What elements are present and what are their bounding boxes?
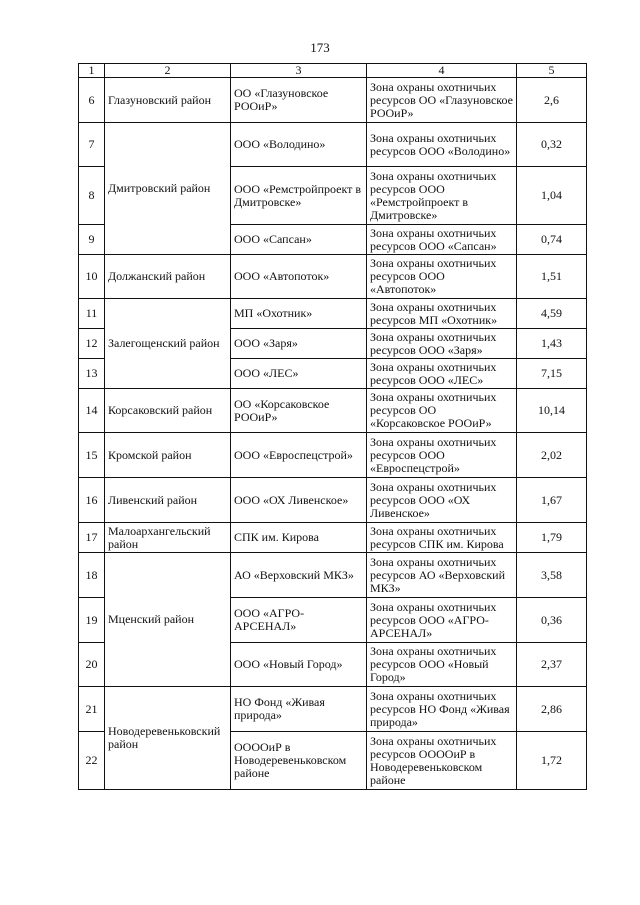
area-cell: 1,43 [517, 329, 587, 359]
hunting-zones-table [78, 63, 587, 790]
table-row [79, 553, 587, 598]
row-number: 19 [79, 598, 105, 643]
district-cell: Должанский район [105, 255, 231, 299]
row-number: 9 [79, 225, 105, 255]
area-cell: 0,32 [517, 123, 587, 167]
protection-zone-cell: Зона охраны охотничьих ресурсов СПК им. Кирова [367, 523, 517, 553]
area-cell: 2,86 [517, 687, 587, 732]
hunting-user-cell: ООО «Новый Город» [231, 643, 367, 687]
district-cell: Корсаковский район [105, 389, 231, 433]
row-number: 14 [79, 389, 105, 433]
protection-zone-cell: Зона охраны охотничьих ресурсов ООО «Новый Город» [367, 643, 517, 687]
row-number: 15 [79, 433, 105, 478]
protection-zone-cell: Зона охраны охотничьих ресурсов НО Фонд «Живая природа» [367, 687, 517, 732]
protection-zone-cell: Зона охраны охотничьих ресурсов ООО «Заря» [367, 329, 517, 359]
column-header: 1 [79, 64, 105, 78]
protection-zone-cell: Зона охраны охотничьих ресурсов ООО «Володино» [367, 123, 517, 167]
table-row [79, 78, 587, 123]
table-row [79, 299, 587, 329]
hunting-user-cell: НО Фонд «Живая природа» [231, 687, 367, 732]
district-cell: Глазуновский район [105, 78, 231, 123]
area-cell: 1,67 [517, 478, 587, 523]
protection-zone-cell: Зона охраны охотничьих ресурсов ООО «ОХ Ливенское» [367, 478, 517, 523]
hunting-user-cell: ООО «Евроспецстрой» [231, 433, 367, 478]
protection-zone-cell: Зона охраны охотничьих ресурсов ООО «Евроспецстрой» [367, 433, 517, 478]
area-cell: 4,59 [517, 299, 587, 329]
table-row [79, 433, 587, 478]
protection-zone-cell: Зона охраны охотничьих ресурсов ОО «Глазуновское РООиР» [367, 78, 517, 123]
hunting-user-cell: ОО «Корсаковское РООиР» [231, 389, 367, 433]
column-header: 2 [105, 64, 231, 78]
area-cell: 1,79 [517, 523, 587, 553]
row-number: 10 [79, 255, 105, 299]
area-cell: 2,6 [517, 78, 587, 123]
hunting-user-cell: ООО «ЛЕС» [231, 359, 367, 389]
area-cell: 3,58 [517, 553, 587, 598]
district-cell: Залегощенский район [105, 299, 231, 389]
protection-zone-cell: Зона охраны охотничьих ресурсов АО «Верховский МКЗ» [367, 553, 517, 598]
hunting-user-cell: ООО «Заря» [231, 329, 367, 359]
district-cell: Мценский район [105, 553, 231, 687]
hunting-user-cell: ООО «Ремстройпроект в Дмитровске» [231, 167, 367, 225]
hunting-user-cell: ООО «Автопоток» [231, 255, 367, 299]
column-header: 4 [367, 64, 517, 78]
district-cell: Ливенский район [105, 478, 231, 523]
row-number: 13 [79, 359, 105, 389]
hunting-user-cell: МП «Охотник» [231, 299, 367, 329]
protection-zone-cell: Зона охраны охотничьих ресурсов ООО «Автопоток» [367, 255, 517, 299]
protection-zone-cell: Зона охраны охотничьих ресурсов ООО «Ремстройпроект в Дмитровске» [367, 167, 517, 225]
area-cell: 0,74 [517, 225, 587, 255]
protection-zone-cell: Зона охраны охотничьих ресурсов ООО «ЛЕС» [367, 359, 517, 389]
row-number: 6 [79, 78, 105, 123]
row-number: 16 [79, 478, 105, 523]
hunting-user-cell: АО «Верховский МКЗ» [231, 553, 367, 598]
protection-zone-cell: Зона охраны охотничьих ресурсов ООО «Сапсан» [367, 225, 517, 255]
table-row [79, 523, 587, 553]
hunting-user-cell: ООО «Сапсан» [231, 225, 367, 255]
row-number: 20 [79, 643, 105, 687]
hunting-user-cell: ООО «АГРО-АРСЕНАЛ» [231, 598, 367, 643]
table-row [79, 389, 587, 433]
district-cell: Новодеревеньковский район [105, 687, 231, 790]
page-number: 173 [310, 40, 330, 55]
area-cell: 7,15 [517, 359, 587, 389]
column-header: 3 [231, 64, 367, 78]
hunting-user-cell: ОО «Глазуновское РООиР» [231, 78, 367, 123]
area-cell: 1,51 [517, 255, 587, 299]
row-number: 12 [79, 329, 105, 359]
column-header: 5 [517, 64, 587, 78]
district-cell: Кромской район [105, 433, 231, 478]
row-number: 22 [79, 732, 105, 790]
table-row [79, 123, 587, 167]
area-cell: 2,02 [517, 433, 587, 478]
row-number: 7 [79, 123, 105, 167]
table-row [79, 478, 587, 523]
area-cell: 1,04 [517, 167, 587, 225]
row-number: 18 [79, 553, 105, 598]
row-number: 11 [79, 299, 105, 329]
area-cell: 1,72 [517, 732, 587, 790]
protection-zone-cell: Зона охраны охотничьих ресурсов ООООиР в Новодеревеньковском районе [367, 732, 517, 790]
row-number: 8 [79, 167, 105, 225]
hunting-user-cell: ООООиР в Новодеревеньковском районе [231, 732, 367, 790]
protection-zone-cell: Зона охраны охотничьих ресурсов МП «Охотник» [367, 299, 517, 329]
table-header-row [79, 64, 587, 78]
area-cell: 10,14 [517, 389, 587, 433]
table-row [79, 255, 587, 299]
district-cell: Дмитровский район [105, 123, 231, 255]
area-cell: 2,37 [517, 643, 587, 687]
district-cell: Малоархангельский район [105, 523, 231, 553]
protection-zone-cell: Зона охраны охотничьих ресурсов ОО «Корсаковское РООиР» [367, 389, 517, 433]
protection-zone-cell: Зона охраны охотничьих ресурсов ООО «АГРО-АРСЕНАЛ» [367, 598, 517, 643]
hunting-user-cell: СПК им. Кирова [231, 523, 367, 553]
hunting-user-cell: ООО «Володино» [231, 123, 367, 167]
area-cell: 0,36 [517, 598, 587, 643]
hunting-user-cell: ООО «ОХ Ливенское» [231, 478, 367, 523]
row-number: 21 [79, 687, 105, 732]
row-number: 17 [79, 523, 105, 553]
table-row [79, 687, 587, 732]
